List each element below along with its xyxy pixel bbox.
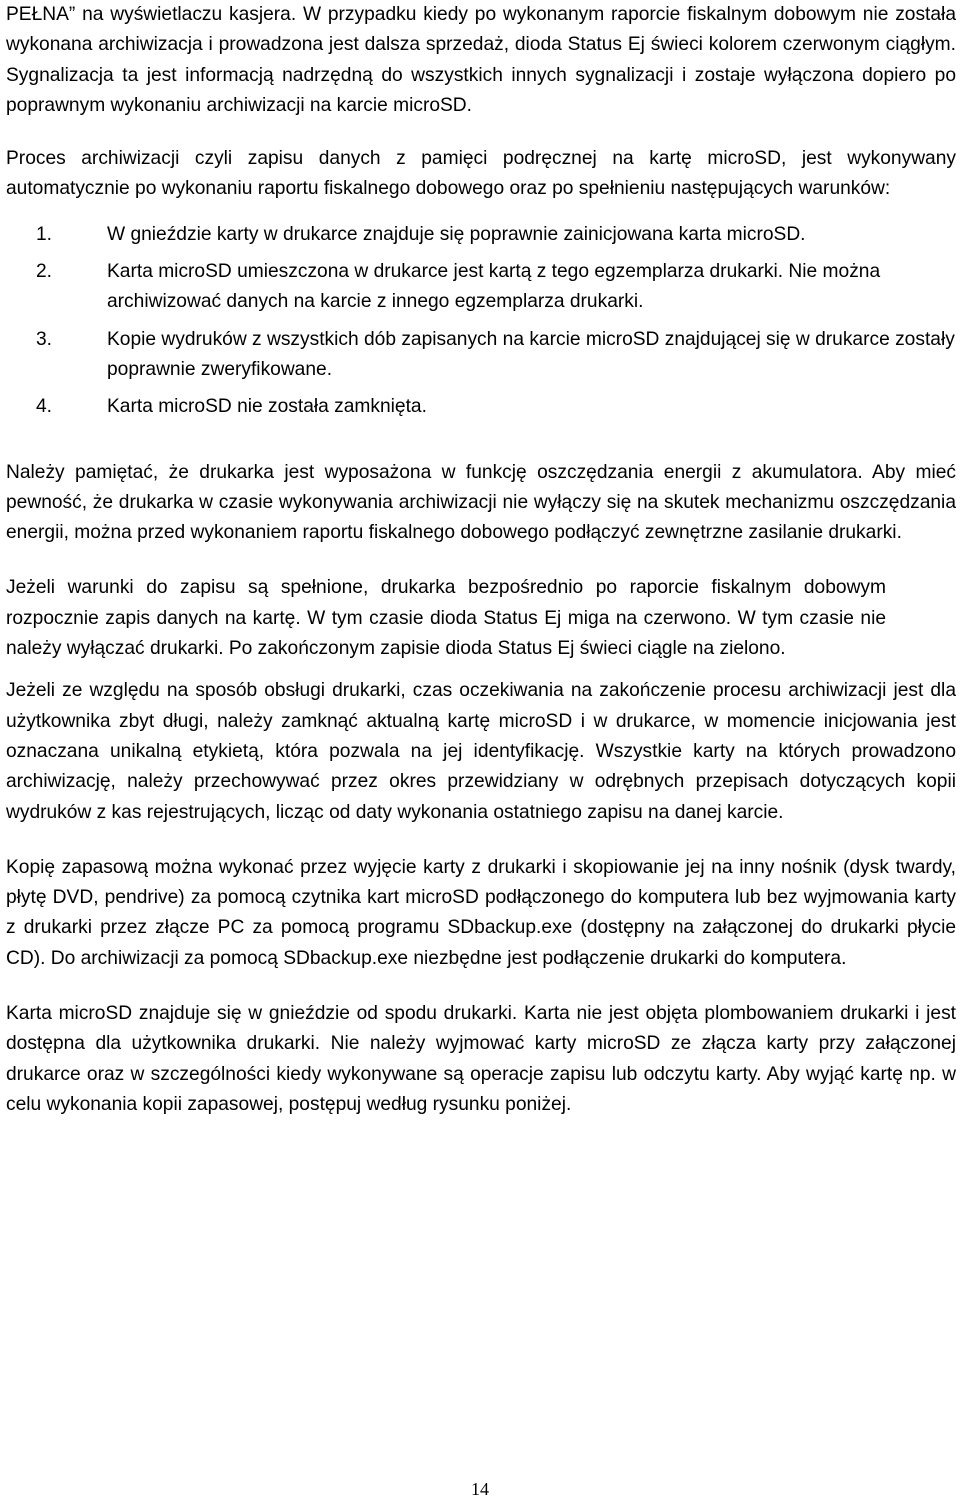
page-number: 14 — [471, 1479, 489, 1499]
list-item — [6, 325, 956, 386]
list-item-number: 3. — [36, 328, 53, 350]
list-item — [6, 257, 956, 318]
paragraph-power-saving: Należy pamiętać, że drukarka jest wyposażona w funkcję oszczędzania energii z akumulatora. Aby mieć pewność, że drukarka w czasie wykonywania archiwizacji nie wyłączy się na skutek mechanizmu oszczędzania energii, można przed wykonaniem raportu fiskalnego dobowego podłączyć zewnętrzne zasilanie drukarki. — [6, 461, 956, 544]
list-item-text: Karta microSD nie została zamknięta. — [107, 396, 427, 418]
list-item — [6, 392, 956, 422]
paragraph-card-location: Karta microSD znajduje się w gnieździe od spodu drukarki. Karta nie jest objęta plombowaniem drukarki i jest dostępna dla użytkownika drukarki. Nie należy wyjmować karty microSD ze złącza karty przy załączonej drukarce oraz w szczególności kiedy wykonywane są operacje zapisu lub odczytu karty. Aby wyjąć kartę np. w celu wykonania kopii zapasowej, postępuj według rysunku poniżej. — [6, 1003, 956, 1115]
paragraph-write-conditions: Jeżeli warunki do zapisu są spełnione, drukarka bezpośrednio po raporcie fiskalnym dobowym rozpocznie zapis danych na kartę. W tym czasie dioda Status Ej miga na czerwono. W tym czasie nie należy wyłączać drukarki. Po zakończonym zapisie dioda Status Ej świeci ciągle na zielono. — [6, 577, 886, 660]
list-item-number: 1. — [36, 223, 53, 245]
list-item-text: Kopie wydruków z wszystkich dób zapisanych na karcie microSD znajdującej się w drukarce zostały poprawnie zweryfikowane. — [107, 328, 955, 380]
paragraph-close-card: Jeżeli ze względu na sposób obsługi drukarki, czas oczekiwania na zakończenie procesu archiwizacji jest dla użytkownika zbyt długi, należy zamknąć aktualną kartę microSD i w drukarce, w momencie inicjowania jest oznaczana unikalną etykietą, która pozwala na jej identyfikację. Wszystkie karty na których prowadzono archiwizację, należy przechowywać przez okres przewidziany w odrębnych przepisach dotyczących kopii wydruków z kas rejestrujących, licząc od daty wykonania ostatniego zapisu na danej karcie. — [6, 680, 956, 823]
paragraph-status-ej: PEŁNA” na wyświetlaczu kasjera. W przypadku kiedy po wykonanym raporcie fiskalnym dobowym nie została wykonana archiwizacja i prowadzona jest dalsza sprzedaż, dioda Status Ej świeci kolorem czerwonym ciągłym. Sygnalizacja ta jest informacją nadrzędną do wszystkich innych sygnalizacji i zostaje wyłączona dopiero po poprawnym wykonaniu archiwizacji na karcie microSD. — [6, 4, 956, 116]
paragraph-backup-copy: Kopię zapasową można wykonać przez wyjęcie karty z drukarki i skopiowanie jej na inny nośnik (dysk twardy, płytę DVD, pendrive) za pomocą czytnika kart microSD podłączonego do komputera lub bez wyjmowania karty z drukarki przez złącze PC za pomocą programu SDbackup.exe (dostępny na załączonej do drukarki płycie CD). Do archiwizacji za pomocą SDbackup.exe niezbędne jest podłączenie drukarki do komputera. — [6, 856, 956, 969]
paragraph-archiving-process: Proces archiwizacji czyli zapisu danych z pamięci podręcznej na kartę microSD, jest wykonywany automatycznie po wykonaniu raportu fiskalnego dobowego oraz po spełnieniu następujących warunków: — [6, 148, 956, 200]
list-item — [6, 220, 956, 250]
conditions-list — [6, 220, 956, 423]
list-item-text: Karta microSD umieszczona w drukarce jest kartą z tego egzemplarza drukarki. Nie można archiwizować danych na karcie z innego egzemplarza drukarki. — [107, 261, 881, 313]
list-item-text: W gnieździe karty w drukarce znajduje się poprawnie zainicjowana karta microSD. — [107, 223, 806, 245]
document-page — [6, 0, 956, 1120]
list-item-number: 2. — [36, 261, 53, 283]
list-item-number: 4. — [36, 396, 53, 418]
